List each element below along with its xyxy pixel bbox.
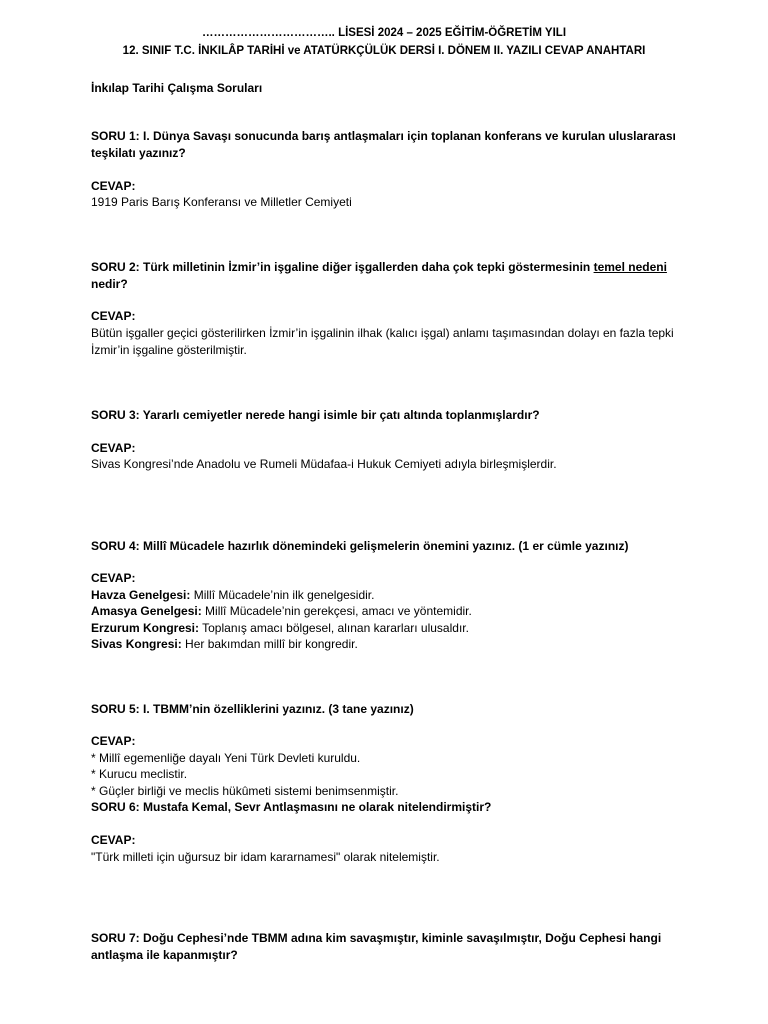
answer-label-6: CEVAP: bbox=[91, 833, 136, 847]
answer-3: Sivas Kongresi’nde Anadolu ve Rumeli Müdafaa-i Hukuk Cemiyeti adıyla birleşmişlerdir. bbox=[91, 457, 557, 471]
answer-4-term: Sivas Kongresi: bbox=[91, 637, 182, 651]
question-2-text: SORU 2: Türk milletinin İzmir’in işgaline diğer işgallerden daha çok tepki göstermesinin bbox=[91, 260, 594, 274]
answer-5-item: * Millî egemenliğe dayalı Yeni Türk Devleti kuruldu. bbox=[91, 751, 361, 765]
answer-label-1: CEVAP: bbox=[91, 179, 136, 193]
question-5: SORU 5: I. TBMM’nin özelliklerini yazınız. (3 tane yazınız) bbox=[91, 702, 414, 716]
answer-4-term: Havza Genelgesi: bbox=[91, 588, 191, 602]
answer-6: "Türk milleti için uğursuz bir idam kararnamesi" olarak nitelemiştir. bbox=[91, 850, 440, 864]
answer-4-item bbox=[91, 620, 691, 637]
answer-label-5: CEVAP: bbox=[91, 734, 136, 748]
answer-label-3: CEVAP: bbox=[91, 441, 136, 455]
question-2-underlined: temel nedeni bbox=[593, 260, 667, 274]
answer-4-text: Toplanış amacı bölgesel, alınan kararları ulusaldır. bbox=[199, 621, 469, 635]
answer-label-2: CEVAP: bbox=[91, 309, 136, 323]
question-7: SORU 7: Doğu Cephesi’nde TBMM adına kim savaşmıştır, kiminle savaşılmıştır, Doğu Cephesi hangi antlaşma ile kapanmıştır? bbox=[91, 931, 662, 962]
header-school-line: …………………………….. LİSESİ 2024 – 2025 EĞİTİM-ÖĞRETİM YILI bbox=[201, 27, 567, 39]
answer-4-term: Erzurum Kongresi: bbox=[91, 621, 200, 635]
answer-2: Bütün işgaller geçici gösterilirken İzmir’in işgalinin ilhak (kalıcı işgal) anlamı taşımasından dolayı en fazla tepki İzmir’in işgaline gösterilmiştir. bbox=[91, 326, 674, 357]
question-4: SORU 4: Millî Mücadele hazırlık dönemindeki gelişmelerin önemini yazınız. (1 er cümle yazınız) bbox=[91, 539, 629, 553]
document-subtitle: İnkılap Tarihi Çalışma Soruları bbox=[91, 81, 263, 95]
question-3: SORU 3: Yararlı cemiyetler nerede hangi isimle bir çatı altında toplanmışlardır? bbox=[91, 408, 540, 422]
answer-5-item: * Güçler birliği ve meclis hükûmeti sistemi benimsenmiştir. bbox=[91, 784, 399, 798]
answer-4-item bbox=[91, 636, 691, 653]
answer-4-term: Amasya Genelgesi: bbox=[91, 604, 202, 618]
question-2 bbox=[91, 259, 691, 292]
question-2-text-end: nedir? bbox=[91, 276, 128, 291]
answer-4-text: Her bakımdan millî bir kongredir. bbox=[181, 637, 358, 651]
answer-4-text: Millî Mücadele’nin gerekçesi, amacı ve yöntemidir. bbox=[201, 604, 472, 618]
answer-label-4: CEVAP: bbox=[91, 571, 136, 585]
answer-5-item: * Kurucu meclistir. bbox=[91, 767, 188, 781]
question-1: SORU 1: I. Dünya Savaşı sonucunda barış antlaşmaları için toplanan konferans ve kurulan uluslararası teşkilatı yazınız? bbox=[91, 129, 676, 160]
answer-1: 1919 Paris Barış Konferansı ve Milletler Cemiyeti bbox=[91, 195, 352, 209]
question-6: SORU 6: Mustafa Kemal, Sevr Antlaşmasını ne olarak nitelendirmiştir? bbox=[91, 800, 492, 814]
header-exam-title: 12. SINIF T.C. İNKILÂP TARİHİ ve ATATÜRKÇÜLÜK DERSİ I. DÖNEM II. YAZILI CEVAP ANAHTARI bbox=[122, 45, 646, 57]
answer-4-item bbox=[91, 587, 691, 604]
answer-4-text: Millî Mücadele’nin ilk genelgesidir. bbox=[190, 588, 375, 602]
answer-4-item bbox=[91, 603, 691, 620]
